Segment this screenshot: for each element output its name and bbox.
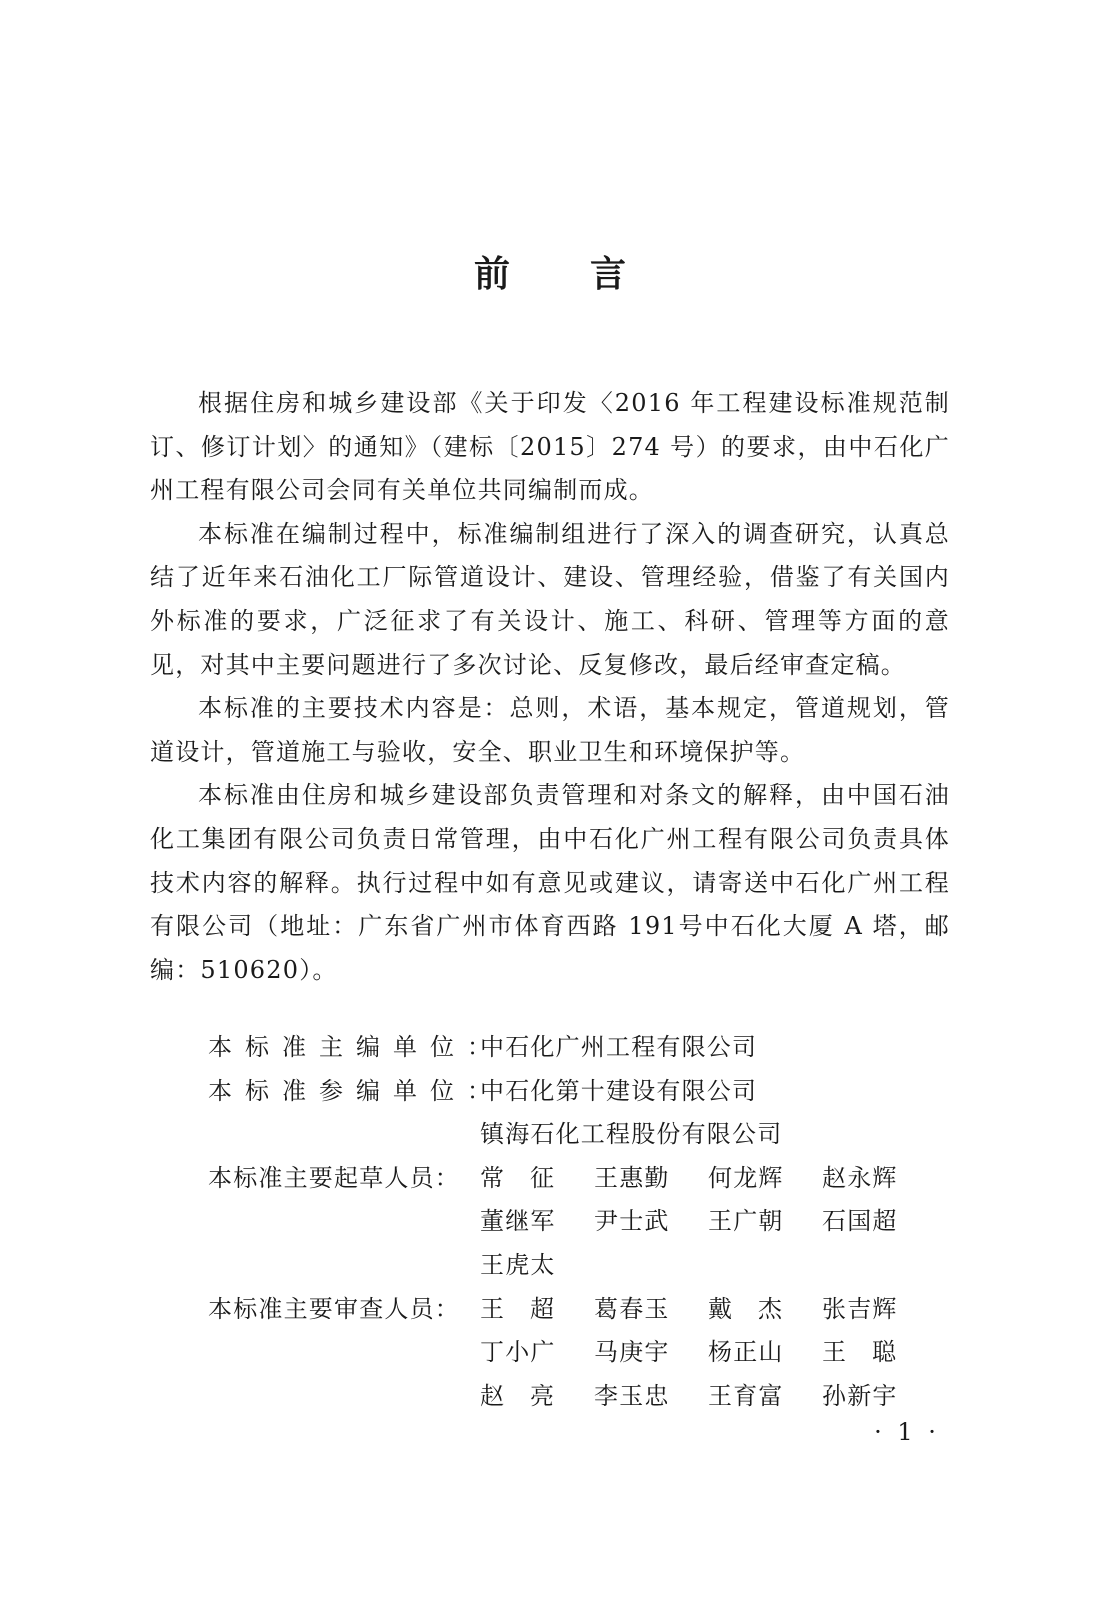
label-spacer [150,1331,480,1375]
drafters-row [150,1244,950,1288]
page-number: · 1 · [874,1418,940,1446]
participating-unit-value: 中石化第十建设有限公司 [480,1076,758,1105]
person-name: 董继军 [480,1207,556,1236]
page-title [0,246,1102,297]
person-name: 王育富 [708,1381,784,1410]
person-name: 葛春玉 [594,1294,670,1323]
drafters-row [150,1200,950,1244]
label-spacer [150,1244,480,1288]
reviewers-row [150,1375,950,1419]
preface-body [150,382,950,992]
participating-unit-row [150,1113,950,1157]
label-spacer [150,1375,480,1419]
drafters-names [480,1157,950,1201]
person-name: 王惠勤 [594,1163,670,1192]
person-name: 戴杰 [708,1294,808,1323]
paragraph-3: 本标准的主要技术内容是：总则，术语，基本规定，管道规划，管道设计，管道施工与验收，安全、职业卫生和环境保护等。 [150,694,950,766]
person-name: 王聪 [822,1338,922,1367]
person-name: 杨正山 [708,1338,784,1367]
drafters-names [480,1200,950,1244]
person-name: 何龙辉 [708,1163,784,1192]
paragraph-1: 根据住房和城乡建设部《关于印发〈2016 年工程建设标准规范制订、修订计划〉的通知》（建标〔2015〕274 号）的要求，由中石化广州工程有限公司会同有关单位共同编制而成。 [150,389,950,505]
person-name: 马庚宇 [594,1338,670,1367]
person-name: 尹士武 [594,1207,670,1236]
title-char-2: 言 [590,254,629,295]
reviewers-row [150,1288,950,1332]
paragraph-2: 本标准在编制过程中，标准编制组进行了深入的调查研究，认真总结了近年来石油化工厂际管道设计、建设、管理经验，借鉴了有关国内外标准的要求，广泛征求了有关设计、施工、科研、管理等方面的意见，对其中主要问题进行了多次讨论、反复修改，最后经审查定稿。 [150,519,950,679]
person-name: 李玉忠 [594,1381,670,1410]
participating-unit-value: 镇海石化工程股份有限公司 [480,1120,783,1149]
credits-section [150,1026,950,1418]
person-name: 赵亮 [480,1381,580,1410]
person-name: 王虎太 [480,1250,556,1279]
drafters-names [480,1244,950,1288]
person-name: 丁小广 [480,1338,556,1367]
reviewers-row [150,1331,950,1375]
label-spacer [150,1113,480,1157]
person-name: 常征 [480,1163,580,1192]
participating-unit-label: 本标准参编单位： [208,1076,504,1105]
person-name: 石国超 [822,1207,898,1236]
person-name: 王超 [480,1294,580,1323]
title-char-1: 前 [473,254,512,295]
drafters-label: 本标准主要起草人员： [208,1163,460,1192]
person-name: 赵永辉 [822,1163,898,1192]
chief-unit-row [150,1026,950,1070]
chief-unit-label: 本标准主编单位： [208,1033,504,1061]
reviewers-names [480,1288,950,1332]
person-name: 张吉辉 [822,1294,898,1323]
person-name: 王广朝 [708,1207,784,1236]
person-name: 孙新宇 [822,1381,898,1410]
chief-unit-value: 中石化广州工程有限公司 [480,1033,758,1061]
reviewers-names [480,1331,950,1375]
reviewers-label: 本标准主要审查人员： [208,1294,460,1323]
participating-unit-row [150,1070,950,1114]
label-spacer [150,1200,480,1244]
paragraph-4: 本标准由住房和城乡建设部负责管理和对条文的解释，由中国石油化工集团有限公司负责日常管理，由中石化广州工程有限公司负责具体技术内容的解释。执行过程中如有意见或建议，请寄送中石化广州工程有限公司（地址：广东省广州市体育西路 191号中石化大厦 A 塔，邮编：510620）。 [150,781,950,984]
drafters-row [150,1157,950,1201]
reviewers-names [480,1375,950,1419]
